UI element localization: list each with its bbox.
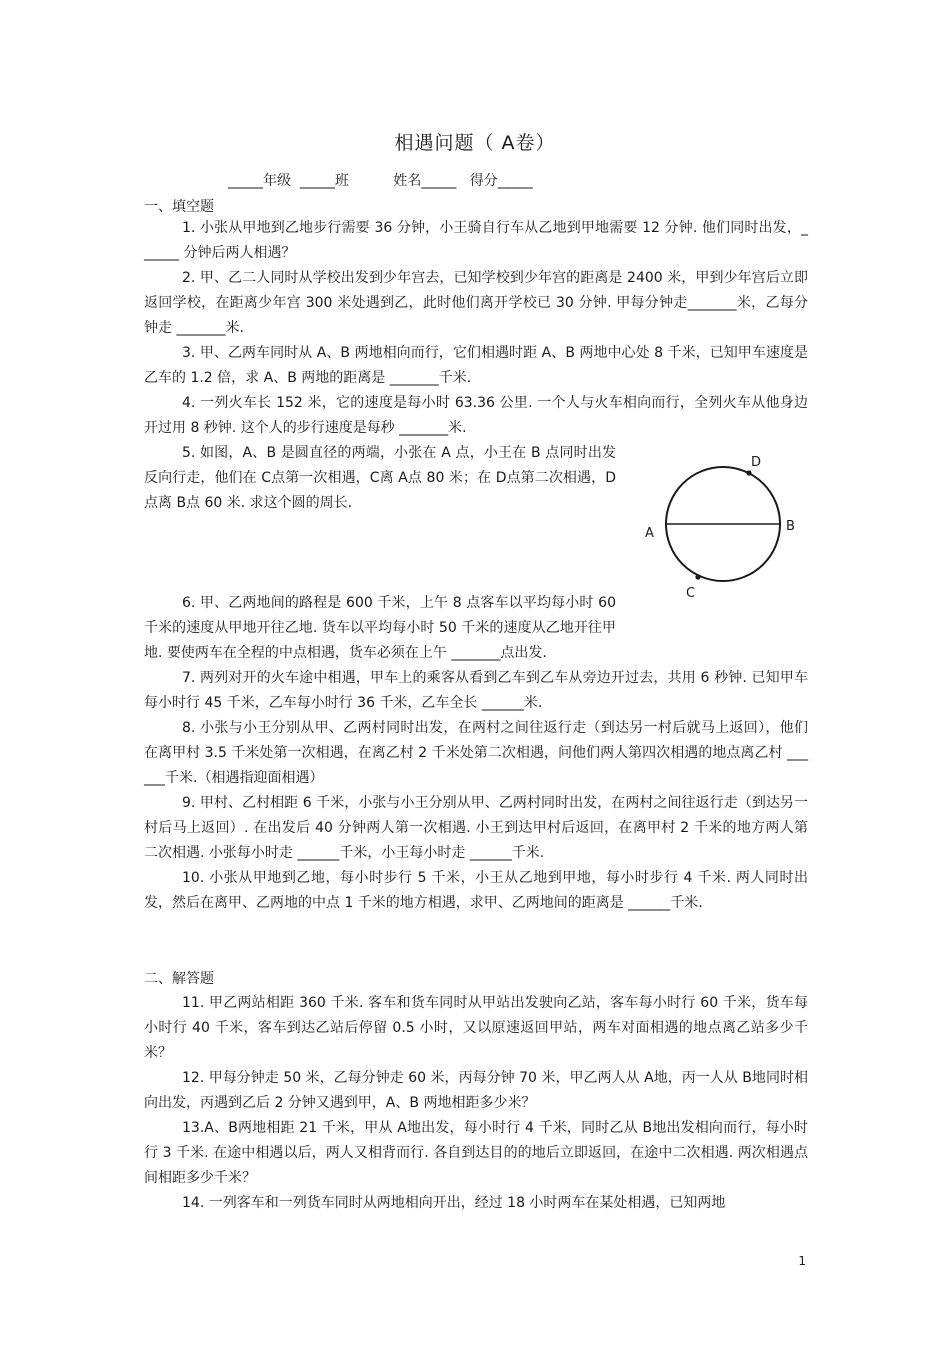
question-13: 13.A、B两地相距 21 千米，甲从 A地出发，每小时行 4 千米，同时乙从 B地出发相向而行，每小时行 3 千米. 在途中相遇以后，两人又相背而行. 各自到达目的的地后立即返回，在途中二次相遇. 两次相遇点间相距多少千米？: [144, 1120, 808, 1186]
point-d-label: D: [751, 455, 762, 470]
question-14: 14. 一列客车和一列货车同时从两地相向开出，经过 18 小时两车在某处相遇，已知两地: [182, 1195, 726, 1211]
question-11: 11. 甲乙两站相距 360 千米. 客车和货车同时从甲站出发驶向乙站，客车每小时行 60 千米，货车每小时行 40 千米，客车到达乙站后停留 0.5 小时，又以原速返回甲站，两车对面相遇的地点离乙站多少千米？: [144, 995, 808, 1061]
section-fill-in: 一、填空题: [144, 199, 214, 215]
section-answers: 二、解答题: [144, 971, 214, 987]
question-4: 4. 一列火车长 152 米，它的速度是每小时 63.36 公里. 一个人与火车相向而行，全列火车从他身边开过用 8 秒钟. 这个人的步行速度是每秒 _______米.: [144, 395, 808, 436]
point-a-label: A: [645, 526, 654, 541]
page-title: 相遇问题（ A卷）: [394, 132, 556, 154]
question-8: 8. 小张与小王分别从甲、乙两村同时出发，在两村之间往返行走（到达另一村后就马上返回），他们在离甲村 3.5 千米处第一次相遇，在离乙村 2 千米处第二次相遇，问他们两人第四次相遇的地点离乙村 ______千米.（相遇指迎面相遇）: [144, 720, 808, 786]
page-number: 1: [798, 1254, 806, 1268]
question-3: 3. 甲、乙两车同时从 A、B 两地相向而行，它们相遇时距 A、B 两地中心处 8 千米，已知甲车速度是乙车的 1.2 倍，求 A、B 两地的距离是 _______千米.: [144, 345, 808, 386]
student-info-line: _____年级 _____班 姓名_____ 得分_____: [228, 173, 533, 189]
point-c-marker: [695, 574, 700, 579]
point-b-label: B: [786, 519, 795, 534]
question-10: 10. 小张从甲地到乙地，每小时步行 5 千米，小王从乙地到甲地，每小时步行 4 千米. 两人同时出发，然后在离甲、乙两地的中点 1 千米的地方相遇，求甲、乙两地间的距离是 ______千米.: [144, 870, 808, 911]
question-1: 1. 小张从甲地到乙地步行需要 36 分钟，小王骑自行车从乙地到甲地需要 12 分钟. 他们同时出发，______ 分钟后两人相遇？: [144, 220, 808, 261]
question-5: 5. 如图，A、B 是圆直径的两端，小张在 A 点，小王在 B 点同时出发反向行走，他们在 C点第一次相遇，C离 A点 80 米；在 D点第二次相遇，D点离 B点 60 米. 求这个圆的周长.: [144, 445, 616, 511]
question-6: 6. 甲、乙两地间的路程是 600 千米，上午 8 点客车以平均每小时 60 千米的速度从甲地开往乙地. 货车以平均每小时 50 千米的速度从乙地开往甲地. 要使两车在全程的中点相遇，货车必须在上午 _______点出发.: [144, 595, 616, 661]
question-7: 7. 两列对开的火车途中相遇，甲车上的乘客从看到乙车到乙车从旁边开过去，共用 6 秒钟. 已知甲车每小时行 45 千米，乙车每小时行 36 千米，乙车全长 ______米.: [144, 670, 808, 711]
circle-figure: [636, 448, 806, 608]
point-d-marker: [746, 470, 751, 475]
question-9: 9. 甲村、乙村相距 6 千米，小张与小王分别从甲、乙两村同时出发，在两村之间往返行走（到达另一村后马上返回）. 在出发后 40 分钟两人第一次相遇. 小王到达甲村后返回，在离甲村 2 千米的地方两人第二次相遇. 小张每小时走 ______千米，小王每小时走 ______千米.: [144, 795, 808, 861]
question-12: 12. 甲每分钟走 50 米，乙每分钟走 60 米，丙每分钟 70 米，甲乙两人从 A地，丙一人从 B地同时相向出发，丙遇到乙后 2 分钟又遇到甲，A、B 两地相距多少米？: [144, 1070, 808, 1111]
question-2: 2. 甲、乙二人同时从学校出发到少年宫去，已知学校到少年宫的距离是 2400 米，甲到少年宫后立即返回学校，在距离少年宫 300 米处遇到乙，此时他们离开学校已 30 分钟. 甲每分钟走_______米，乙每分钟走 _______米.: [144, 270, 808, 336]
point-c-label: C: [686, 586, 696, 601]
